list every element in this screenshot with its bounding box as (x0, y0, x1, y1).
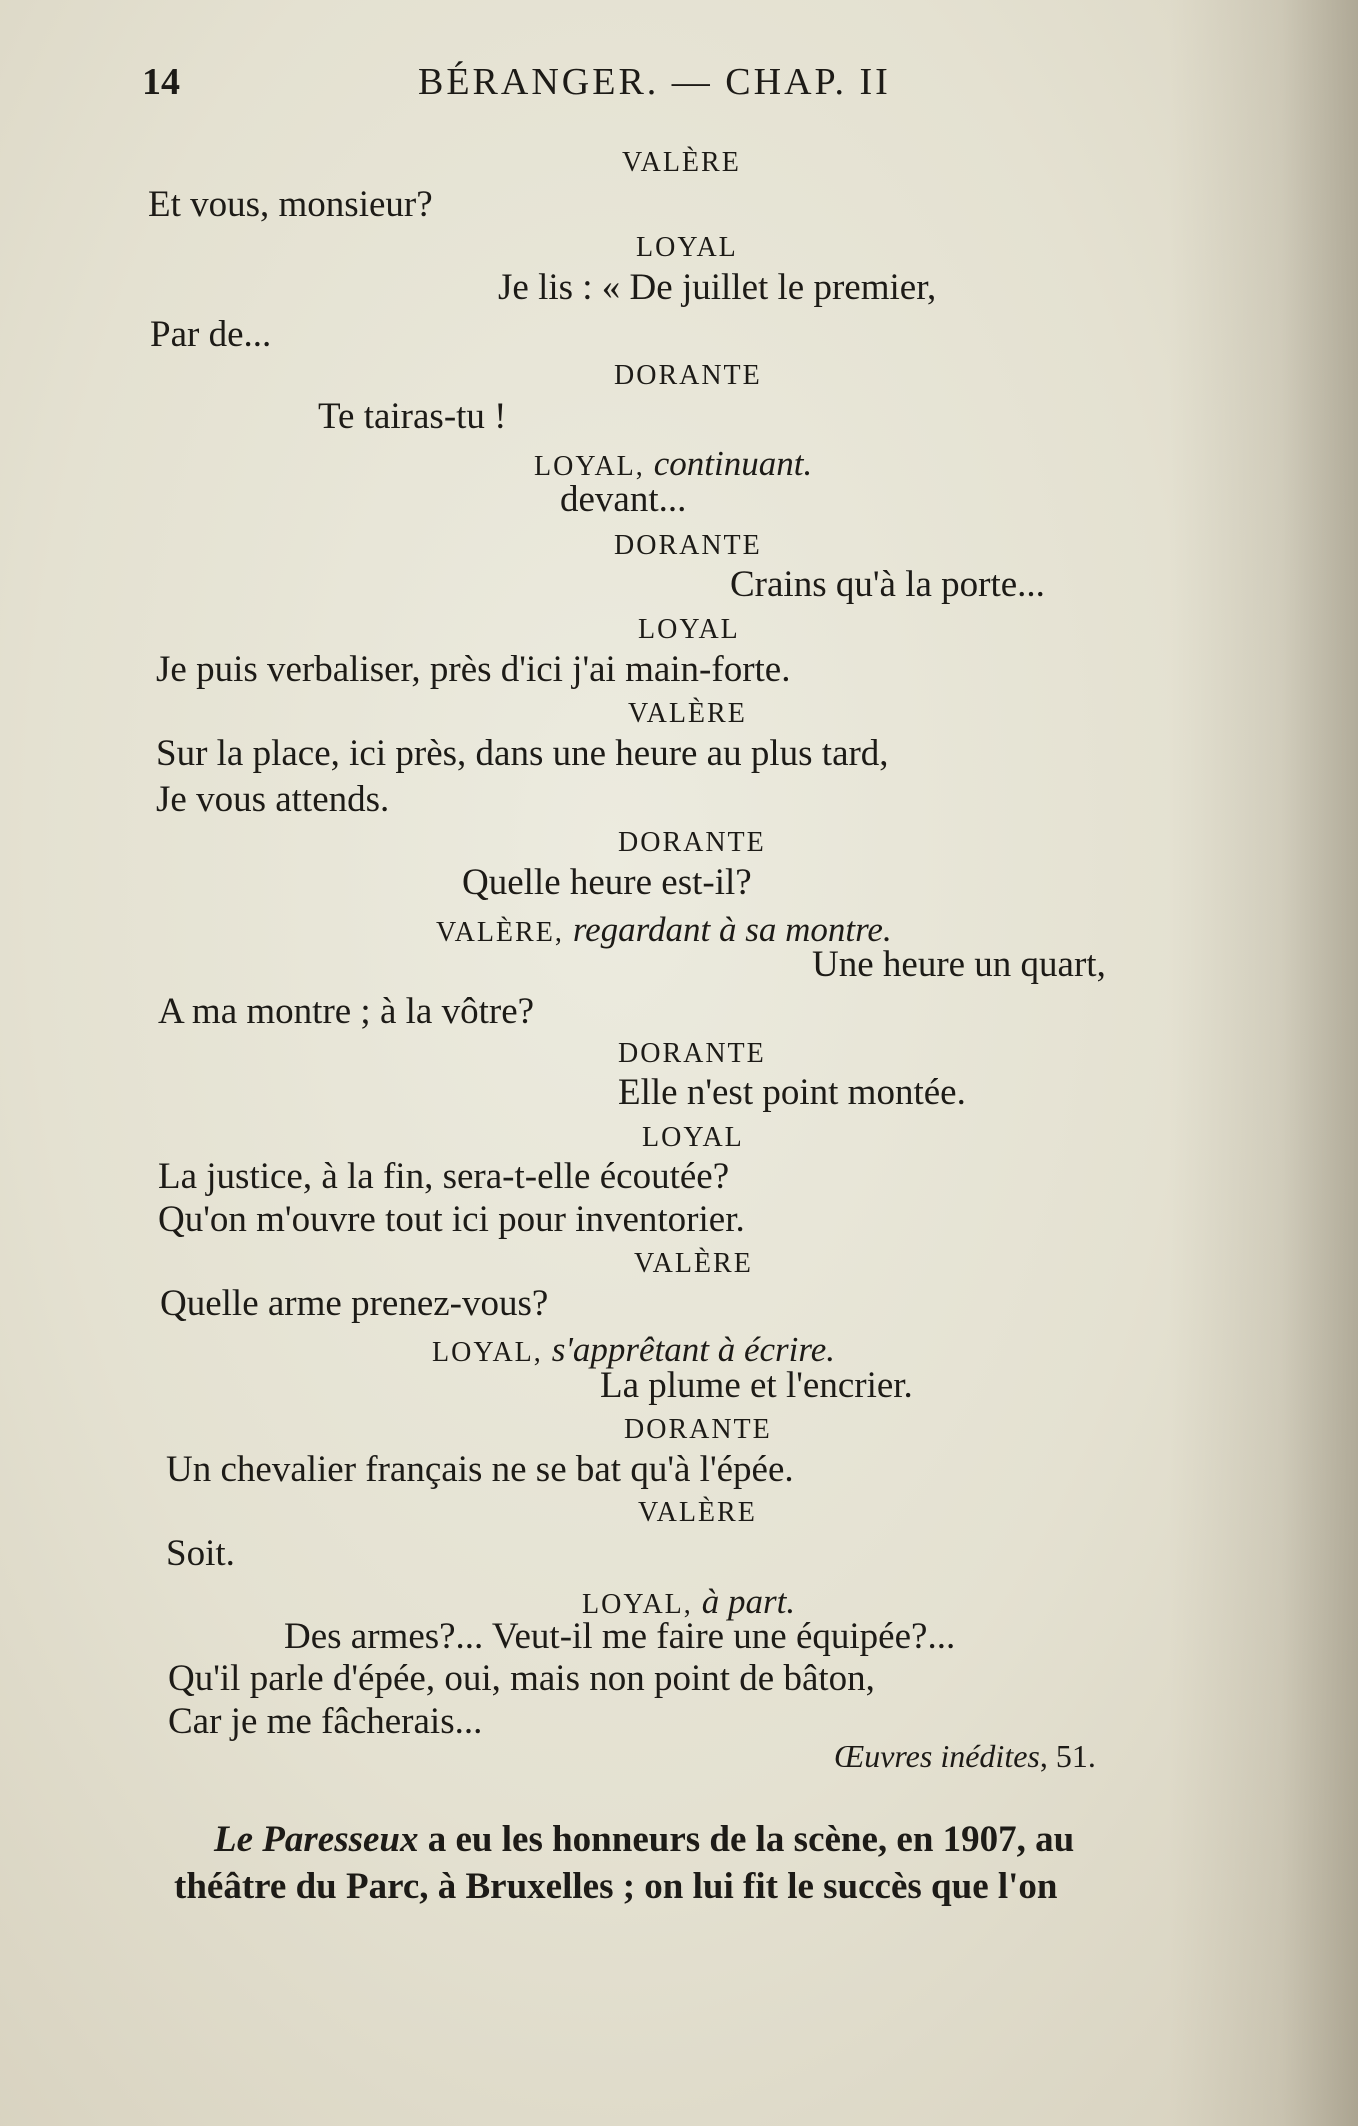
verse-line: Sur la place, ici près, dans une heure au plus tard, (156, 733, 889, 774)
speaker-name: LOYAL, (582, 1589, 693, 1620)
verse-line: devant... (560, 479, 687, 520)
verse-line: Des armes?... Veut-il me faire une équipée?... (284, 1616, 956, 1657)
stage-direction: s'apprêtant à écrire. (551, 1330, 835, 1369)
speaker-name: DORANTE (624, 1414, 772, 1445)
verse-line: La justice, à la fin, sera-t-elle écoutée? (158, 1156, 730, 1197)
source-page: , 51. (1039, 1738, 1096, 1774)
speaker-name: VALÈRE (628, 698, 747, 729)
verse-line: Te tairas-tu ! (318, 396, 507, 437)
verse-line: Par de... (150, 314, 272, 355)
verse-line: A ma montre ; à la vôtre? (158, 991, 535, 1032)
verse-line: Elle n'est point montée. (618, 1072, 966, 1113)
prose-text: a eu les honneurs de la scène, en 1907, au (418, 1819, 1075, 1860)
speaker-name: LOYAL, (432, 1337, 543, 1368)
verse-line: Quelle heure est-il? (462, 862, 752, 903)
verse-line: Une heure un quart, (812, 944, 1106, 985)
stage-direction: regardant à sa montre. (572, 910, 892, 949)
speaker-name: VALÈRE, (436, 917, 564, 948)
page-number: 14 (142, 61, 180, 103)
prose-line (214, 1818, 1074, 1861)
verse-line: Qu'il parle d'épée, oui, mais non point de bâton, (168, 1658, 875, 1699)
speaker-name: VALÈRE (622, 147, 741, 178)
verse-line: Car je me fâcherais... (168, 1701, 483, 1742)
prose-line: théâtre du Parc, à Bruxelles ; on lui fit le succès que l'on (174, 1866, 1058, 1907)
verse-line: Soit. (166, 1533, 235, 1574)
speaker-name: DORANTE (618, 1038, 766, 1069)
verse-line: Quelle arme prenez-vous? (160, 1283, 549, 1324)
speaker-name: DORANTE (618, 827, 766, 858)
verse-line: Un chevalier français ne se bat qu'à l'épée. (166, 1449, 794, 1490)
stage-direction: continuant. (653, 444, 813, 483)
speaker-name: LOYAL (636, 232, 738, 263)
page-shadow (1168, 0, 1358, 2126)
running-title: BÉRANGER. — CHAP. II (418, 61, 891, 103)
verse-line: Qu'on m'ouvre tout ici pour inventorier. (158, 1199, 745, 1240)
verse-line: Je vous attends. (156, 779, 390, 820)
speaker-name: VALÈRE (638, 1497, 757, 1528)
verse-line: Et vous, monsieur? (148, 184, 433, 225)
speaker-name: LOYAL (638, 614, 740, 645)
work-title: Le Paresseux (214, 1819, 419, 1860)
speaker-name: DORANTE (614, 360, 762, 391)
speaker-name: VALÈRE (634, 1248, 753, 1279)
speaker-name: LOYAL, (534, 451, 645, 482)
speaker-name: LOYAL (642, 1122, 744, 1153)
verse-line: Je lis : « De juillet le premier, (498, 267, 937, 308)
verse-line: Crains qu'à la porte... (730, 564, 1045, 605)
speaker-name: DORANTE (614, 530, 762, 561)
stage-direction: à part. (701, 1582, 796, 1621)
source-citation (834, 1738, 1096, 1775)
source-title: Œuvres inédites (834, 1738, 1040, 1774)
verse-line: La plume et l'encrier. (600, 1365, 913, 1406)
verse-line: Je puis verbaliser, près d'ici j'ai main-forte. (156, 649, 791, 690)
